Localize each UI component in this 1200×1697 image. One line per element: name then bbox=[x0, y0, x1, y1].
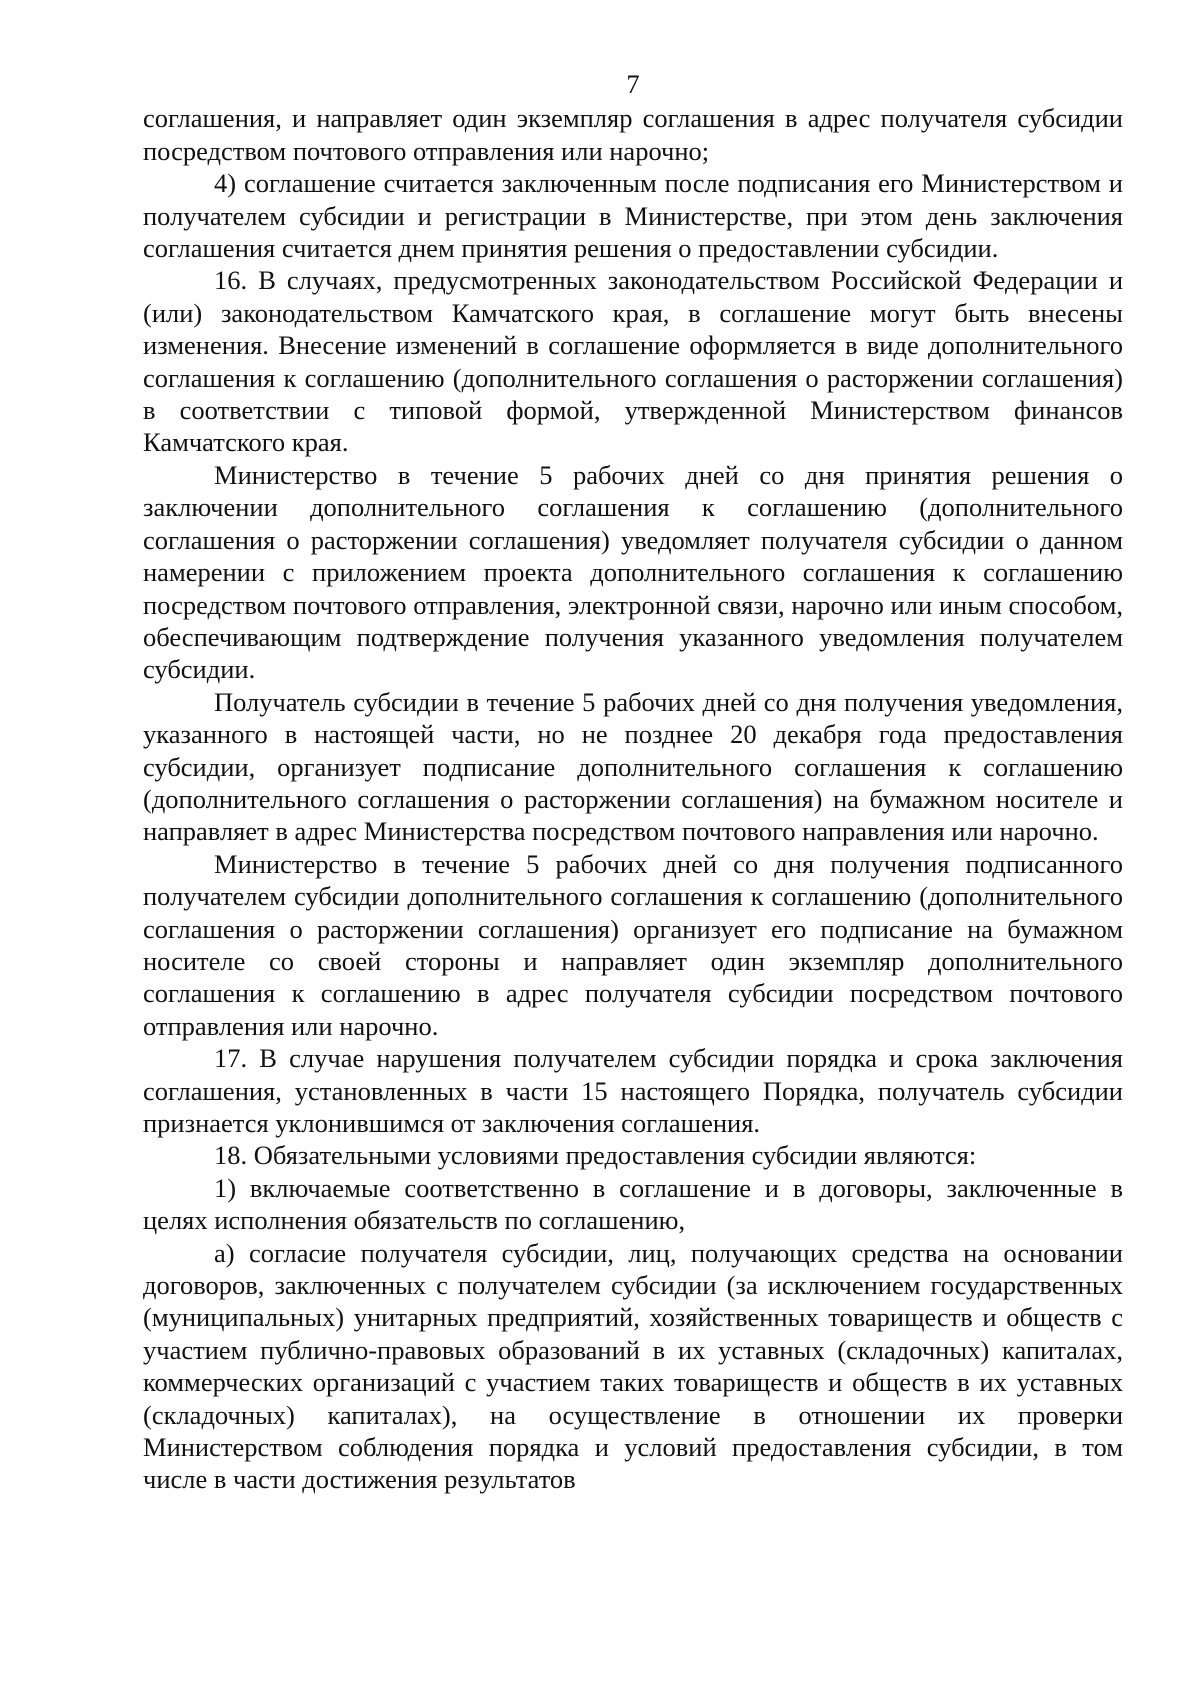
paragraph-5: Получатель субсидии в течение 5 рабочих дней со дня получения уведомления, указанного в настоящей части, но не позднее 20 декабря года предоставления субсидии, организует подписание дополнительного соглашения к соглашению (дополнительного соглашения о расторжении соглашения) на бумажном носителе и направляет в адрес Министерства посредством почтового направления или нарочно. bbox=[143, 686, 1123, 847]
paragraph-10: а) согласие получателя субсидии, лиц, получающих средства на основании договоров, заключенных с получателем субсидии (за исключением государственных (муниципальных) унитарных предприятий, хозяйственных товариществ и обществ с участием публично-правовых образований в их уставных (складочных) капиталах, коммерческих организаций с участием таких товариществ и обществ в их уставных (складочных) капиталах), на осуществление в отношении их проверки Министерством соблюдения порядка и условий предоставления субсидии, в том числе в части достижения результатов bbox=[143, 1237, 1123, 1495]
paragraph-1: соглашения, и направляет один экземпляр соглашения в адрес получателя субсидии посредством почтового отправления или нарочно; bbox=[143, 103, 1123, 166]
paragraph-8: 18. Обязательными условиями предоставления субсидии являются: bbox=[214, 1140, 977, 1171]
paragraph-4: Министерство в течение 5 рабочих дней со дня принятия решения о заключении дополнительного соглашения к соглашению (дополнительного соглашения о расторжении соглашения) уведомляет получателя субсидии о данном намерении с приложением проекта дополнительного соглашения к соглашению посредством почтового отправления, электронной связи, нарочно или иным способом, обеспечивающим подтверждение получения указанного уведомления получателем субсидии. bbox=[143, 459, 1123, 685]
document-page bbox=[143, 68, 1123, 1496]
page-number: 7 bbox=[626, 69, 640, 99]
paragraph-7: 17. В случае нарушения получателем субсидии порядка и срока заключения соглашения, установленных в части 15 настоящего Порядка, получатель субсидии признается уклонившимся от заключения соглашения. bbox=[143, 1043, 1123, 1138]
paragraph-2: 4) соглашение считается заключенным после подписания его Министерством и получателем субсидии и регистрации в Министерстве, при этом день заключения соглашения считается днем принятия решения о предоставлении субсидии. bbox=[143, 168, 1123, 264]
paragraph-9: 1) включаемые соответственно в соглашение и в договоры, заключенные в целях исполнения обязательств по соглашению, bbox=[143, 1172, 1123, 1236]
paragraph-6: Министерство в течение 5 рабочих дней со дня получения подписанного получателем субсидии дополнительного соглашения к соглашению (дополнительного соглашения о расторжении соглашения) организует его подписание на бумажном носителе со своей стороны и направляет один экземпляр дополнительного соглашения к соглашению в адрес получателя субсидии посредством почтового отправления или нарочно. bbox=[143, 848, 1123, 1041]
paragraph-3: 16. В случаях, предусмотренных законодательством Российской Федерации и (или) законодательством Камчатского края, в соглашение могут быть внесены изменения. Внесение изменений в соглашение оформляется в виде дополнительного соглашения к соглашению (дополнительного соглашения о расторжении соглашения) в соответствии с типовой формой, утвержденной Министерством финансов Камчатского края. bbox=[143, 265, 1123, 458]
